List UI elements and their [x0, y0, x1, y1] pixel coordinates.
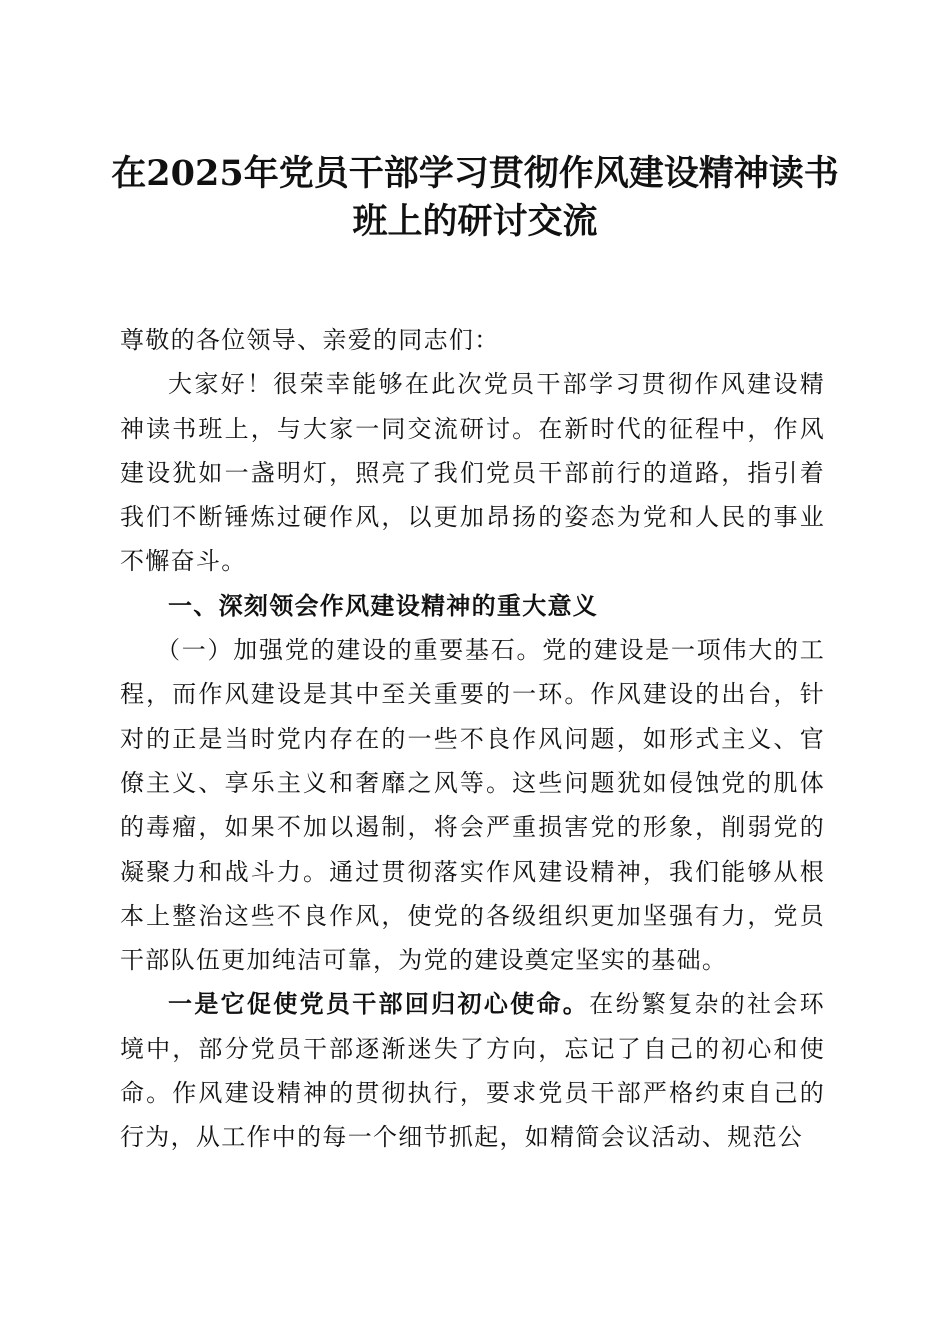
intro-paragraph: 大家好！很荣幸能够在此次党员干部学习贯彻作风建设精神读书班上，与大家一同交流研讨。在新时代的征程中，作风建设犹如一盏明灯，照亮了我们党员干部前行的道路，指引着我们不断锤炼过硬作风，以更加昂扬的姿态为党和人民的事业不懈奋斗。 — [120, 370, 825, 576]
point-paragraph — [120, 982, 825, 1159]
subsection-heading: （一）加强党的建设的重要基石。 — [156, 636, 543, 665]
subsection-body: 党的建设是一项伟大的工程，而作风建设是其中至关重要的一环。作风建设的出台，针对的正是当时党内存在的一些不良作风问题，如形式主义、官僚主义、享乐主义和奢靡之风等。这些问题犹如侵蚀党的肌体的毒瘤，如果不加以遏制，将会严重损害党的形象，削弱党的凝聚力和战斗力。通过贯彻落实作风建设精神，我们能够从根本上整治这些不良作风，使党的各级组织更加坚强有力，党员干部队伍更加纯洁可靠，为党的建设奠定坚实的基础。 — [120, 636, 825, 975]
point-body: 在纷繁复杂的社会环境中，部分党员干部逐渐迷失了方向，忘记了自己的初心和使命。作风建设精神的贯彻执行，要求党员干部严格约束自己的行为，从工作中的每一个细节抓起，如精简会议活动、规范公 — [120, 990, 825, 1152]
subsection-paragraph — [120, 628, 825, 982]
document-title: 在2025年党员干部学习贯彻作风建设精神读书班上的研讨交流 — [111, 153, 839, 242]
salutation: 尊敬的各位领导、亲爱的同志们： — [120, 326, 500, 354]
document-body — [120, 318, 825, 1160]
section-heading: 一、深刻领会作风建设精神的重大意义 — [168, 591, 599, 620]
point-lead: 一是它促使党员干部回归初心使命。 — [168, 990, 590, 1019]
